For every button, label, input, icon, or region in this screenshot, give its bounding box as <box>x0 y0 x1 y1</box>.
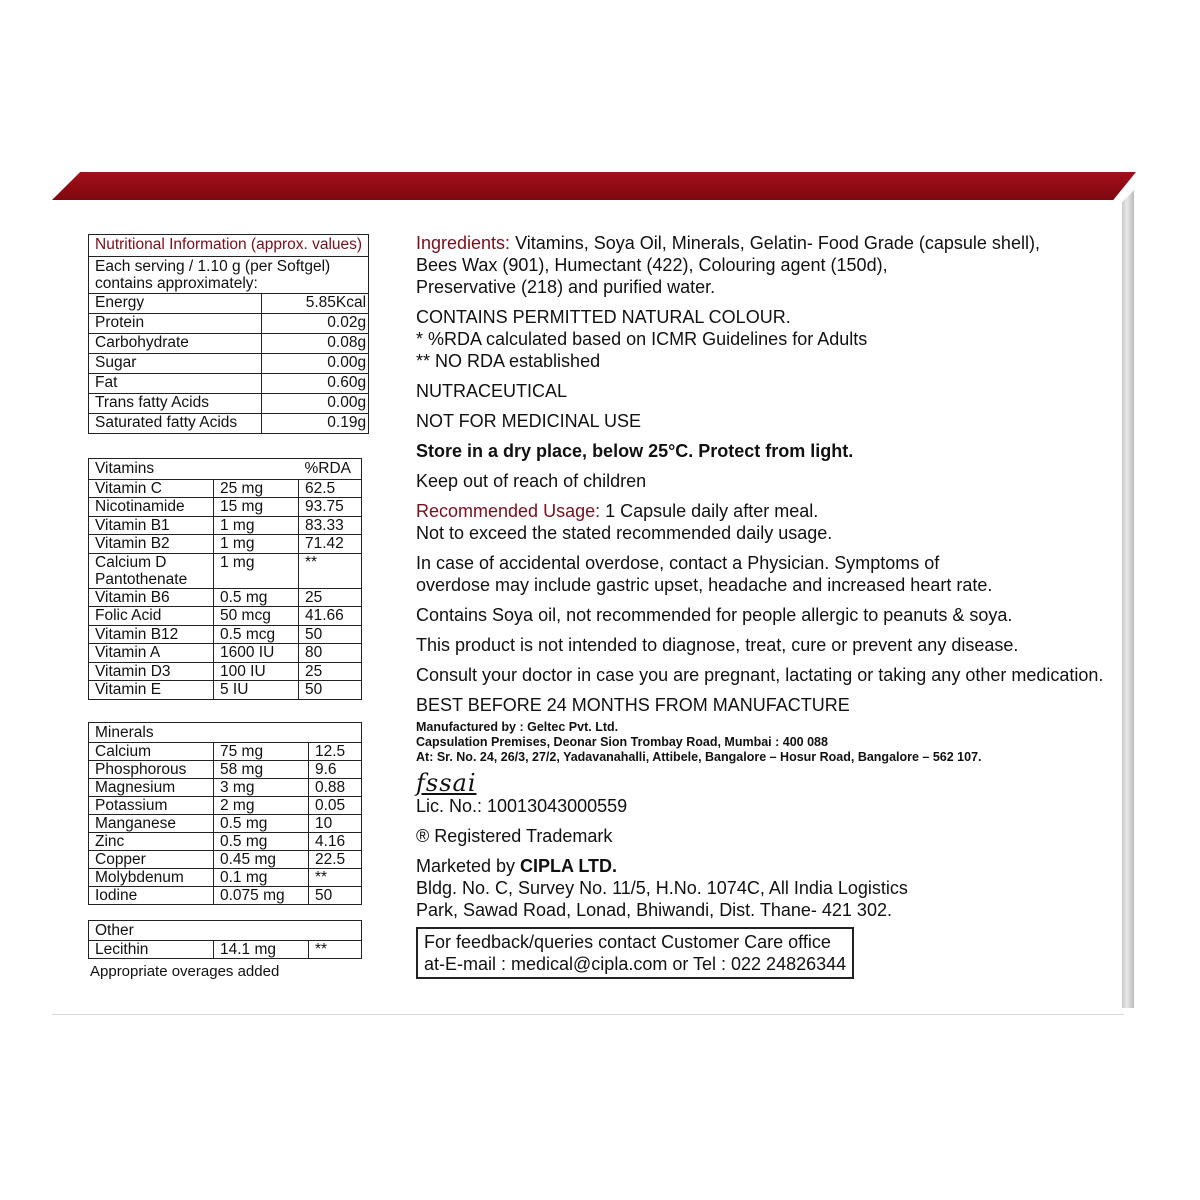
vitamin-row: Vitamin B12 0.5 mcg 50 <box>89 625 362 644</box>
mineral-row: Molybdenum 0.1 mg ** <box>89 869 362 887</box>
vitamin-row: Vitamin B1 1 mg 83.33 <box>89 516 362 535</box>
children-warning: Keep out of reach of children <box>416 471 647 491</box>
manufacturer-line3: At: Sr. No. 24, 26/3, 27/2, Yadavanahalli, Attibele, Bangalore – Hosur Road, Bangalore – 562 107. <box>416 750 982 764</box>
nutrition-row: Carbohydrate 0.08g <box>89 334 369 354</box>
nutrition-table <box>88 234 369 434</box>
nutrition-row: Energy 5.85Kcal <box>89 294 369 314</box>
nutrition-row: Saturated fatty Acids 0.19g <box>89 414 369 434</box>
mineral-row: Phosphorous 58 mg 9.6 <box>89 761 362 779</box>
box-top-band <box>52 172 1136 200</box>
vitamin-row: Vitamin C 25 mg 62.5 <box>89 479 362 498</box>
nutrition-row: Trans fatty Acids 0.00g <box>89 394 369 414</box>
vitamin-row: Calcium D Pantothenate 1 mg ** <box>89 553 362 588</box>
vitamins-header: Vitamins <box>89 459 299 480</box>
rda-header: %RDA <box>299 459 362 480</box>
vitamin-row: Folic Acid 50 mcg 41.66 <box>89 607 362 626</box>
customer-care-box: For feedback/queries contact Customer Care office at-E-mail : medical@cipla.com or Tel : 022 24826344 <box>416 927 854 979</box>
vitamin-row: Nicotinamide 15 mg 93.75 <box>89 498 362 517</box>
storage-instructions: Store in a dry place, below 25°C. Protect from light. <box>416 441 854 461</box>
overages-note: Appropriate overages added <box>90 963 280 980</box>
serving-info: Each serving / 1.10 g (per Softgel) contains approximately: <box>89 257 369 294</box>
minerals-header: Minerals <box>89 723 362 743</box>
label-text-column: Ingredients: Vitamins, Soya Oil, Minerals, Gelatin- Food Grade (capsule shell), Bees Wax (901), Humectant (422), Colouring agent (150d), Preservative (218) and purified water. CONTAINS PERMITTED NATURAL COLOUR. * %RDA calculated based on ICMR Guidelines for Adults ** NO RDA established NUTRACEUTICAL NOT FOR MEDICINAL USE Store in a dry place, below 25°C. Protect from light. Keep out of reach of children Recommended Usage: 1 Capsule daily after meal. Not to exceed the stated recommended daily usage. In case of accidental overdose, contact a Physician. Symptoms of overdose may include gastric upset, headache and increased heart rate. Contains Soya oil, not recommended for people allergic to peanuts & soya. This product is not intended to diagnose, treat, cure or prevent any disease. Consult your doctor in case you are pregnant, lactating or taking any other medication. BEST BEFORE 24 MONTHS FROM MANUFACTURE Manufactured by : Geltec Pvt. Ltd. Capsulation Premises, Deonar Sion Trombay Road, Mumbai : 400 088 At: Sr. No. 24, 26/3, 27/2, Yadavanahalli, Attibele, Bangalore – Hosur Road, Bangalore – 562 107. fssai Lic. No.: 10013043000559 ® Registered Trademark Marketed by CIPLA LTD. Bldg. No. C, Survey No. 11/5, H.No. 1074C, All India Logistics Park, Sawad Road, Lonad, Bhiwandi, Dist. Thane- 421 302. For feedback/queries contact Customer Care office at-E-mail : medical@cipla.com or Tel : 022 24826344 <box>416 232 1116 979</box>
fssai-logo-icon: fssai <box>416 769 477 797</box>
other-table <box>88 920 362 959</box>
ingredients-label: Ingredients: <box>416 233 511 253</box>
recommended-usage: Recommended Usage: 1 Capsule daily after meal. <box>416 501 819 521</box>
mineral-row: Manganese 0.5 mg 10 <box>89 815 362 833</box>
license-number: Lic. No.: 10013043000559 <box>416 796 628 816</box>
vitamin-row: Vitamin B6 0.5 mg 25 <box>89 588 362 607</box>
mineral-row: Copper 0.45 mg 22.5 <box>89 851 362 869</box>
not-medicinal-label: NOT FOR MEDICINAL USE <box>416 411 642 431</box>
nutrition-title: Nutritional Information (approx. values) <box>89 235 369 257</box>
mineral-row: Iodine 0.075 mg 50 <box>89 887 362 905</box>
best-before: BEST BEFORE 24 MONTHS FROM MANUFACTURE <box>416 695 850 715</box>
vitamins-table <box>88 458 362 700</box>
other-header: Other <box>89 921 362 941</box>
manufacturer-line2: Capsulation Premises, Deonar Sion Trombay Road, Mumbai : 400 088 <box>416 735 828 749</box>
mineral-row: Potassium 2 mg 0.05 <box>89 797 362 815</box>
ingredients: Ingredients: Vitamins, Soya Oil, Minerals, Gelatin- Food Grade (capsule shell), <box>416 233 1040 253</box>
mineral-row: Magnesium 3 mg 0.88 <box>89 779 362 797</box>
marketer-address-line2: Park, Sawad Road, Lonad, Bhiwandi, Dist. Thane- 421 302. <box>416 900 892 920</box>
nutrition-row: Fat 0.60g <box>89 374 369 394</box>
marketed-by: Marketed by CIPLA LTD. <box>416 856 618 876</box>
mineral-row: Zinc 0.5 mg 4.16 <box>89 833 362 851</box>
vitamin-row: Vitamin D3 100 IU 25 <box>89 662 362 681</box>
no-rda-note: ** NO RDA established <box>416 351 601 371</box>
box-side-edge <box>1122 190 1134 1008</box>
nutraceutical-label: NUTRACEUTICAL <box>416 381 568 401</box>
manufacturer-line1: Manufactured by : Geltec Pvt. Ltd. <box>416 720 619 734</box>
mineral-row: Calcium 75 mg 12.5 <box>89 743 362 761</box>
vitamin-row: Vitamin E 5 IU 50 <box>89 681 362 700</box>
nutrition-row: Protein 0.02g <box>89 314 369 334</box>
consult-doctor: Consult your doctor in case you are pregnant, lactating or taking any other medication. <box>416 665 1104 685</box>
colour-note: CONTAINS PERMITTED NATURAL COLOUR. <box>416 307 791 327</box>
trademark-note: ® Registered Trademark <box>416 826 613 846</box>
other-row: Lecithin 14.1 mg ** <box>89 941 362 959</box>
disclaimer: This product is not intended to diagnose, treat, cure or prevent any disease. <box>416 635 1019 655</box>
overdose-warning: In case of accidental overdose, contact a Physician. Symptoms of <box>416 553 940 573</box>
contact-email-phone: at-E-mail : medical@cipla.com or Tel : 022 24826344 <box>424 954 847 974</box>
marketer-address-line1: Bldg. No. C, Survey No. 11/5, H.No. 1074C, All India Logistics <box>416 878 908 898</box>
rda-note: * %RDA calculated based on ICMR Guidelines for Adults <box>416 329 868 349</box>
vitamin-row: Vitamin A 1600 IU 80 <box>89 644 362 663</box>
vitamin-row: Vitamin B2 1 mg 71.42 <box>89 535 362 554</box>
nutrition-row: Sugar 0.00g <box>89 354 369 374</box>
allergy-warning: Contains Soya oil, not recommended for people allergic to peanuts & soya. <box>416 605 1013 625</box>
usage-limit: Not to exceed the stated recommended daily usage. <box>416 523 833 543</box>
minerals-table <box>88 722 362 905</box>
